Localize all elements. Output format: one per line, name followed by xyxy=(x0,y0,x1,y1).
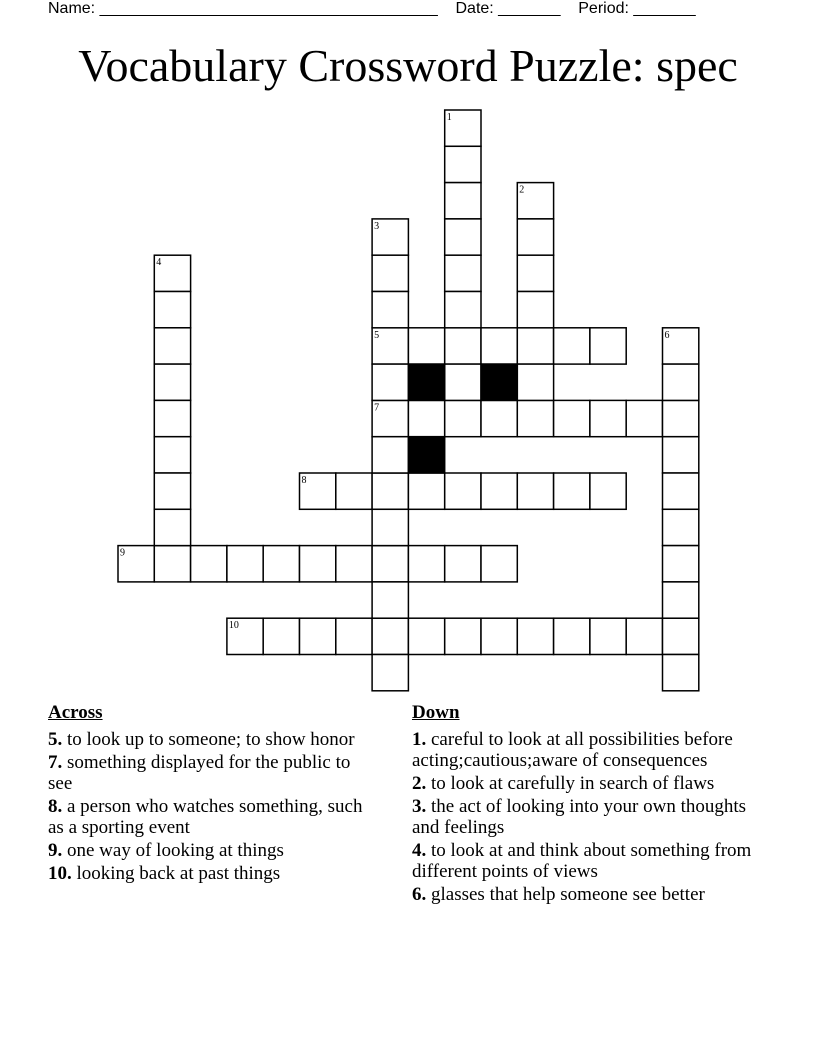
clue-item xyxy=(48,796,368,838)
grid-cell[interactable] xyxy=(445,618,481,654)
grid-cell[interactable] xyxy=(300,546,336,582)
page-title: Vocabulary Crossword Puzzle: spec xyxy=(78,40,738,91)
clue-item xyxy=(48,863,368,884)
grid-cell[interactable] xyxy=(372,582,408,618)
clue-text: careful to look at all possibilities before acting;cautious;aware of consequences xyxy=(412,729,733,771)
down-clue-list xyxy=(412,729,752,905)
grid-cell[interactable] xyxy=(191,546,227,582)
grid-cell[interactable] xyxy=(517,473,553,509)
clue-number: 6. xyxy=(412,884,427,905)
grid-cell[interactable] xyxy=(445,219,481,255)
grid-cell[interactable] xyxy=(663,655,699,691)
clue-number-label: 5 xyxy=(374,329,380,341)
grid-cell[interactable] xyxy=(154,328,190,364)
grid-cell[interactable] xyxy=(408,473,444,509)
grid-cell[interactable] xyxy=(517,292,553,328)
grid-cell[interactable] xyxy=(590,400,626,436)
grid-cell[interactable] xyxy=(663,546,699,582)
grid-cell[interactable] xyxy=(663,437,699,473)
student-info-line: Name: ______________________________________ Date: _______ Period: _______ xyxy=(48,0,696,17)
grid-cell[interactable] xyxy=(590,328,626,364)
grid-cell[interactable] xyxy=(554,473,590,509)
clue-text: the act of looking into your own thoughts and feelings xyxy=(412,796,747,838)
clue-number: 1. xyxy=(412,729,427,750)
grid-cell[interactable] xyxy=(408,328,444,364)
clue-number: 7. xyxy=(48,752,63,773)
clue-number-label: 8 xyxy=(301,475,307,486)
clue-item xyxy=(412,773,752,794)
grid-cell[interactable] xyxy=(481,400,517,436)
clue-number-label: 1 xyxy=(446,112,452,123)
grid-cell[interactable] xyxy=(445,183,481,219)
grid-cell[interactable] xyxy=(372,473,408,509)
grid-cell[interactable] xyxy=(517,255,553,291)
black-cell xyxy=(481,364,517,400)
grid-cell[interactable] xyxy=(554,400,590,436)
grid-cell[interactable] xyxy=(663,364,699,400)
grid-cell[interactable] xyxy=(372,364,408,400)
clue-number-label: 4 xyxy=(156,257,162,269)
grid-cell[interactable] xyxy=(372,618,408,654)
clue-number-label: 3 xyxy=(374,220,380,232)
down-heading: Down xyxy=(412,702,460,723)
grid-cell[interactable] xyxy=(154,364,190,400)
grid-cell[interactable] xyxy=(481,328,517,364)
across-heading: Across xyxy=(48,702,103,723)
clue-item xyxy=(412,796,752,838)
grid-cell[interactable] xyxy=(372,292,408,328)
grid-cell[interactable] xyxy=(445,292,481,328)
grid-cell[interactable] xyxy=(445,473,481,509)
grid-cell[interactable] xyxy=(263,618,299,654)
grid-cell[interactable] xyxy=(372,255,408,291)
clue-item xyxy=(48,840,368,861)
grid-cell[interactable] xyxy=(481,618,517,654)
grid-cell[interactable] xyxy=(372,546,408,582)
across-clues xyxy=(48,702,368,886)
clue-text: a person who watches something, such as a sporting event xyxy=(48,796,363,838)
clue-item xyxy=(48,729,368,750)
grid-cell[interactable] xyxy=(263,546,299,582)
grid-cell[interactable] xyxy=(445,546,481,582)
grid-cell[interactable] xyxy=(517,400,553,436)
grid-cell[interactable] xyxy=(336,473,372,509)
grid-cell[interactable] xyxy=(663,509,699,545)
grid-cell[interactable] xyxy=(408,546,444,582)
clue-item xyxy=(412,884,752,905)
grid-cell[interactable] xyxy=(336,618,372,654)
clue-text: one way of looking at things xyxy=(62,840,284,861)
grid-cell[interactable] xyxy=(154,509,190,545)
grid-cell[interactable] xyxy=(554,618,590,654)
grid-cell[interactable] xyxy=(626,400,662,436)
clue-text: to look up to someone; to show honor xyxy=(62,729,355,750)
grid-cell[interactable] xyxy=(445,400,481,436)
grid-cell[interactable] xyxy=(517,219,553,255)
across-clue-list xyxy=(48,729,368,884)
black-cell xyxy=(408,437,444,473)
grid-cell[interactable] xyxy=(517,328,553,364)
grid-cell[interactable] xyxy=(626,618,662,654)
clue-text: to look at and think about something from different points of views xyxy=(412,840,752,882)
clue-number: 8. xyxy=(48,796,63,817)
clue-text: looking back at past things xyxy=(71,863,281,884)
clue-number-label: 7 xyxy=(374,402,380,414)
grid-cell[interactable] xyxy=(154,400,190,436)
grid-cell[interactable] xyxy=(408,400,444,436)
black-cell xyxy=(408,364,444,400)
clue-number-label: 2 xyxy=(519,184,525,196)
clue-item xyxy=(48,752,368,794)
clue-number: 3. xyxy=(412,796,427,817)
grid-cell[interactable] xyxy=(154,546,190,582)
grid-cell[interactable] xyxy=(227,546,263,582)
clue-item xyxy=(412,729,752,771)
grid-cell[interactable] xyxy=(517,618,553,654)
grid-cell[interactable] xyxy=(663,473,699,509)
clue-text: glasses that help someone see better xyxy=(426,884,705,905)
grid-cell[interactable] xyxy=(517,364,553,400)
clue-number-label: 9 xyxy=(120,547,125,559)
clue-number: 4. xyxy=(412,840,427,861)
grid-cell[interactable] xyxy=(663,582,699,618)
grid-cell[interactable] xyxy=(445,146,481,182)
grid-cell[interactable] xyxy=(481,546,517,582)
grid-cell[interactable] xyxy=(554,328,590,364)
grid-cell[interactable] xyxy=(663,400,699,436)
clue-text: to look at carefully in search of flaws xyxy=(426,773,715,794)
grid-cell[interactable] xyxy=(663,618,699,654)
grid-cell[interactable] xyxy=(590,618,626,654)
grid-cell[interactable] xyxy=(154,292,190,328)
clue-number: 2. xyxy=(412,773,427,794)
clue-number: 5. xyxy=(48,729,63,750)
clue-number: 10. xyxy=(48,863,72,884)
grid-cell[interactable] xyxy=(590,473,626,509)
grid-cell[interactable] xyxy=(372,655,408,691)
clue-number-label: 6 xyxy=(664,329,670,341)
grid-cell[interactable] xyxy=(154,437,190,473)
grid-cell[interactable] xyxy=(336,546,372,582)
grid-cell[interactable] xyxy=(372,437,408,473)
grid-cell[interactable] xyxy=(445,364,481,400)
grid-cell[interactable] xyxy=(300,618,336,654)
grid-cell[interactable] xyxy=(408,618,444,654)
grid-cell[interactable] xyxy=(445,328,481,364)
grid-cell[interactable] xyxy=(445,255,481,291)
down-clues xyxy=(412,702,752,907)
grid-cell[interactable] xyxy=(154,473,190,509)
grid-cell[interactable] xyxy=(372,509,408,545)
clue-text: something displayed for the public to see xyxy=(48,752,351,794)
clue-number: 9. xyxy=(48,840,63,861)
clue-number-label: 10 xyxy=(228,620,239,632)
grid-cell[interactable] xyxy=(481,473,517,509)
clue-item xyxy=(412,840,752,882)
